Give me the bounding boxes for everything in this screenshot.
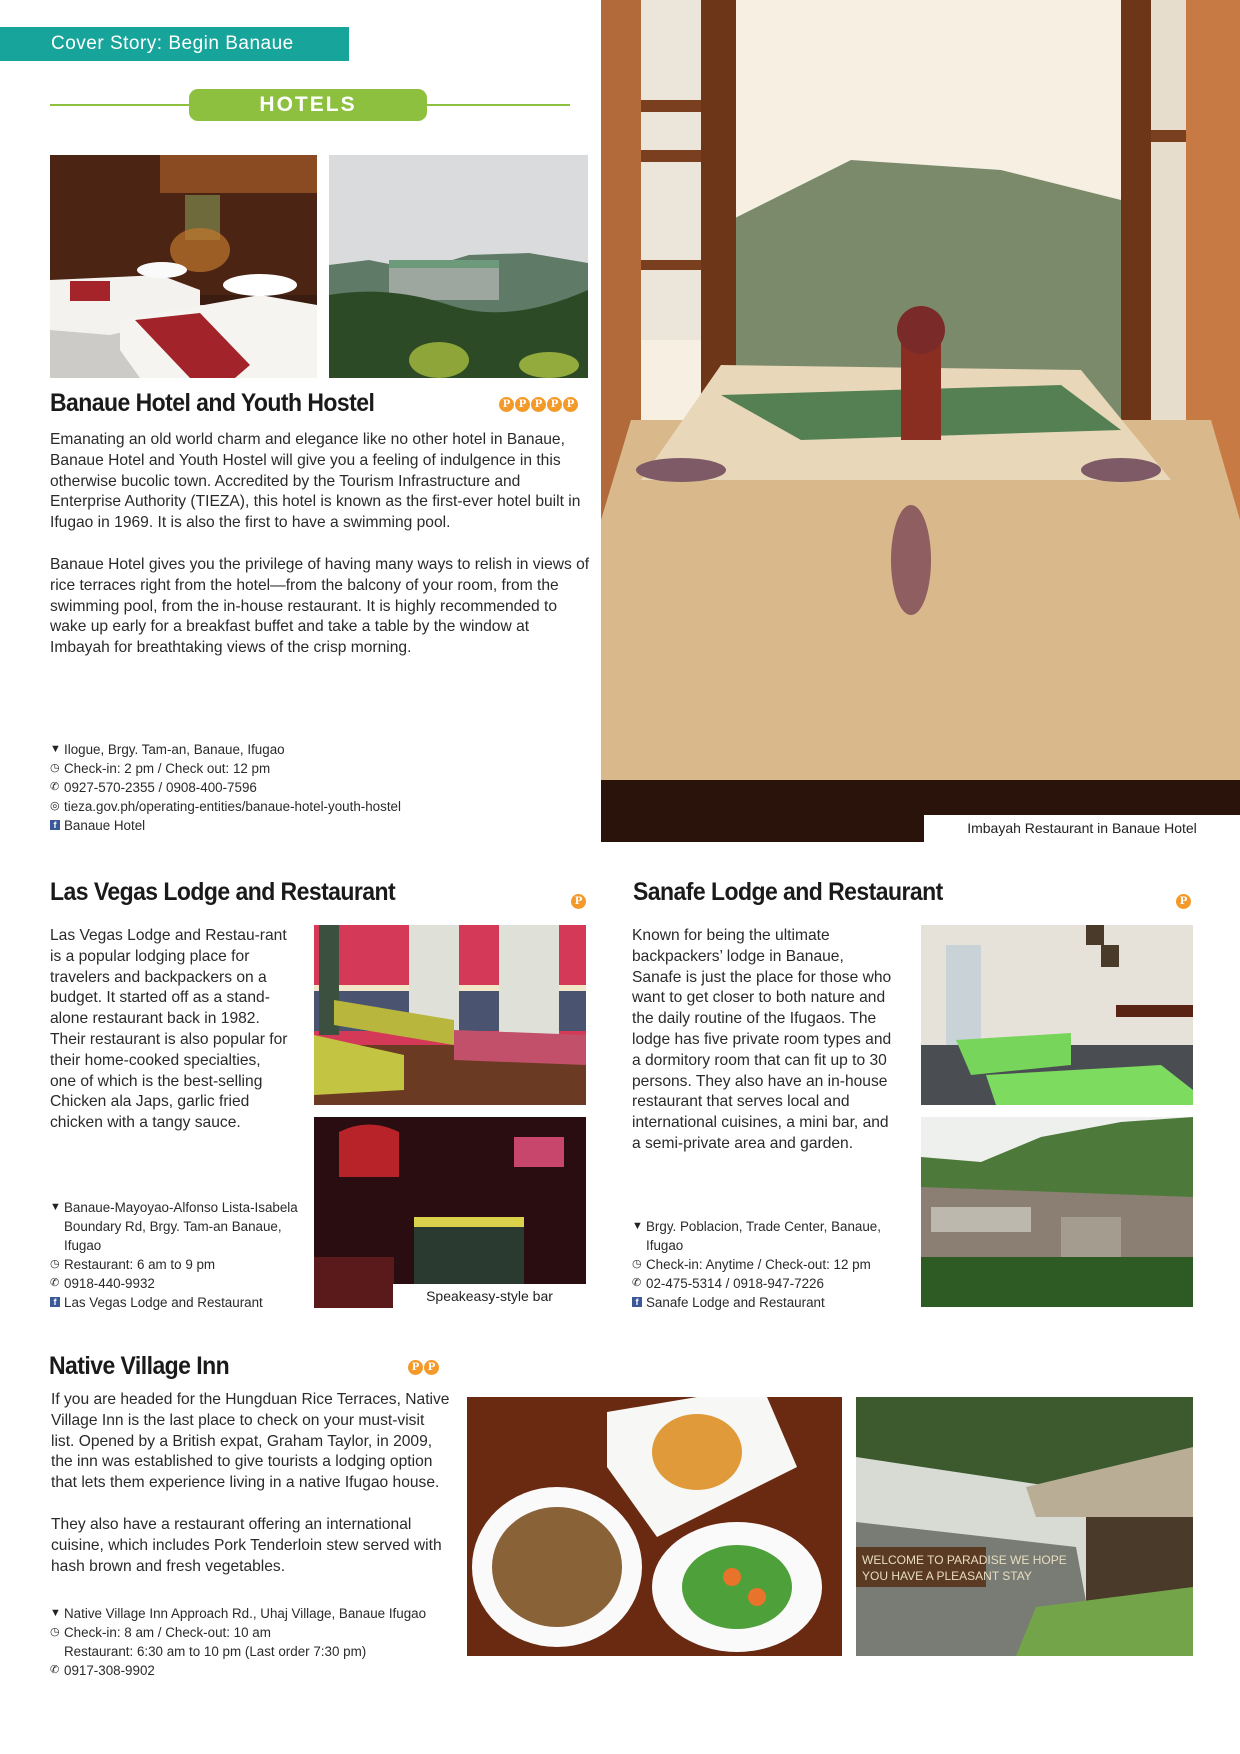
facebook-link[interactable]: Banaue Hotel [64, 818, 146, 833]
price-rating [571, 894, 586, 909]
food-photo [467, 1397, 842, 1656]
clock-icon: ◷ [632, 1258, 642, 1270]
phone-icon: ✆ [50, 781, 60, 793]
hotel-name: Las Vegas Lodge and Restaurant [50, 878, 396, 906]
hotel-room-photo [50, 155, 317, 378]
location-pin-icon: ▼ [50, 1607, 61, 1619]
hotel-info [50, 740, 590, 835]
globe-icon: ◎ [50, 800, 60, 812]
phone: 0918-440-9932 [64, 1276, 155, 1291]
paragraph: Emanating an old world charm and elegance like no other hotel in Banaue, Banaue Hotel and Youth Hostel will give you a feeling of indulgence in this otherwise bucolic town. Accredited by the Tourism Infrastructure and Enterprise Authority (TIEZA), this hotel is known as the first-ever hotel built in Ifugao in 1969. It is also the first to have a swimming pool. [50, 431, 581, 532]
restaurant-photo [601, 0, 1240, 842]
hotel-description [632, 926, 894, 1155]
phone: 0917-308-9902 [64, 1663, 155, 1678]
facebook-link[interactable]: Las Vegas Lodge and Restaurant [64, 1295, 263, 1310]
location-pin-icon: ▼ [50, 743, 61, 755]
hours: Check-in: 2 pm / Check out: 12 pm [64, 761, 271, 776]
phone: 0927-570-2355 / 0908-400-7596 [64, 780, 257, 795]
price-rating [1176, 894, 1191, 909]
hotel-info [50, 1604, 450, 1680]
paragraph: If you are headed for the Hungduan Rice Terraces, Native Village Inn is the last place to check on your must-visit list. Opened by a British expat, Graham Taylor, in 2009, the inn was established to give tourists a lodging option that lets them experience living in a native Ifugao house. [51, 1391, 450, 1492]
section-banner: Cover Story: Begin Banaue [0, 27, 349, 61]
divider-left [50, 104, 190, 106]
facebook-icon: f [50, 820, 60, 830]
sanafe-room-photo [921, 925, 1193, 1105]
peso-coin-icon: P [531, 397, 546, 412]
facebook-icon: f [50, 1297, 60, 1307]
phone-icon: ✆ [50, 1664, 60, 1676]
paragraph: Las Vegas Lodge and Restau-rant is a popular lodging place for travelers and backpackers on a budget. It started off as a stand-alone restaurant back in 1982. Their restaurant is also popular for their home-cooked specialties, one of which is the best-selling Chicken ala Japs, garlic fried chicken with a tangy sauce. [50, 927, 288, 1132]
clock-icon: ◷ [50, 1626, 60, 1638]
phone-icon: ✆ [50, 1277, 60, 1289]
hours: Check-in: 8 am / Check-out: 10 am [64, 1625, 271, 1640]
paragraph: Known for being the ultimate backpackers’ lodge in Banaue, Sanafe is just the place for those who want to get closer to both nature and the daily routine of the Ifugaos. The lodge has five private room types and a dormitory room that can fit up to 30 persons. They also have an in-house restaurant that serves local and international cuisines, a mini bar, and a semi-private area and garden. [632, 927, 892, 1152]
website-link[interactable]: tieza.gov.ph/operating-entities/banaue-hotel-youth-hostel [64, 799, 401, 814]
price-rating [499, 397, 578, 412]
hotel-exterior-photo [329, 155, 588, 378]
hotel-name: Sanafe Lodge and Restaurant [633, 878, 943, 906]
paragraph: Banaue Hotel gives you the privilege of having many ways to relish in views of rice terraces right from the hotel—from the balcony of your room, from the swimming pool, from the in-house restaurant. It is highly recommended to wake up early for a breakfast buffet and take a table by the window at Imbayah for breathtaking views of the crisp morning. [50, 555, 590, 657]
peso-coin-icon: P [563, 397, 578, 412]
welcome-sign: YOU HAVE A PLEASANT STAY [862, 1569, 1032, 1583]
peso-coin-icon: P [547, 397, 562, 412]
clock-icon: ◷ [50, 762, 60, 774]
inn-entrance-photo [856, 1397, 1193, 1656]
hotel-description [51, 1390, 451, 1577]
location-pin-icon: ▼ [632, 1220, 643, 1232]
clock-icon: ◷ [50, 1258, 60, 1270]
photo-caption: Imbayah Restaurant in Banaue Hotel [924, 815, 1240, 842]
speakeasy-bar-photo [314, 1117, 586, 1308]
address: Brgy. Poblacion, Trade Center, Banaue, Ifugao [646, 1219, 881, 1253]
welcome-sign: WELCOME TO PARADISE WE HOPE [862, 1553, 1067, 1567]
facebook-icon: f [632, 1297, 642, 1307]
hotel-name: Native Village Inn [49, 1352, 230, 1380]
restaurant-hours: Restaurant: 6:30 am to 10 pm (Last order 7:30 pm) [64, 1644, 367, 1659]
lodge-room-photo [314, 925, 586, 1105]
peso-coin-icon: P [515, 397, 530, 412]
hours: Restaurant: 6 am to 9 pm [64, 1257, 216, 1272]
address: Ilogue, Brgy. Tam-an, Banaue, Ifugao [64, 742, 285, 757]
address: Native Village Inn Approach Rd., Uhaj Village, Banaue Ifugao [64, 1606, 427, 1621]
hours: Check-in: Anytime / Check-out: 12 pm [646, 1257, 871, 1272]
peso-coin-icon: P [571, 894, 586, 909]
divider-right [426, 104, 570, 106]
banaue-town-photo [921, 1117, 1193, 1307]
address: Banaue-Mayoyao-Alfonso Lista-Isabela Boundary Rd, Brgy. Tam-an Banaue, Ifugao [64, 1200, 298, 1253]
hotel-description [50, 926, 290, 1134]
hotel-info [632, 1217, 912, 1312]
phone-icon: ✆ [632, 1277, 642, 1289]
location-pin-icon: ▼ [50, 1201, 61, 1213]
peso-coin-icon: P [408, 1360, 423, 1375]
facebook-link[interactable]: Sanafe Lodge and Restaurant [646, 1295, 825, 1310]
photo-caption: Speakeasy-style bar [393, 1284, 586, 1308]
peso-coin-icon: P [424, 1360, 439, 1375]
peso-coin-icon: P [499, 397, 514, 412]
hotel-info [50, 1198, 300, 1312]
phone: 02-475-5314 / 0918-947-7226 [646, 1276, 824, 1291]
hotel-description [50, 430, 590, 659]
paragraph: They also have a restaurant offering an international cuisine, which includes Pork Tenderloin stew served with hash brown and fresh vegetables. [51, 1515, 442, 1575]
price-rating [408, 1360, 439, 1375]
section-label: HOTELS [189, 89, 427, 121]
peso-coin-icon: P [1176, 894, 1191, 909]
hotel-name: Banaue Hotel and Youth Hostel [50, 389, 375, 417]
